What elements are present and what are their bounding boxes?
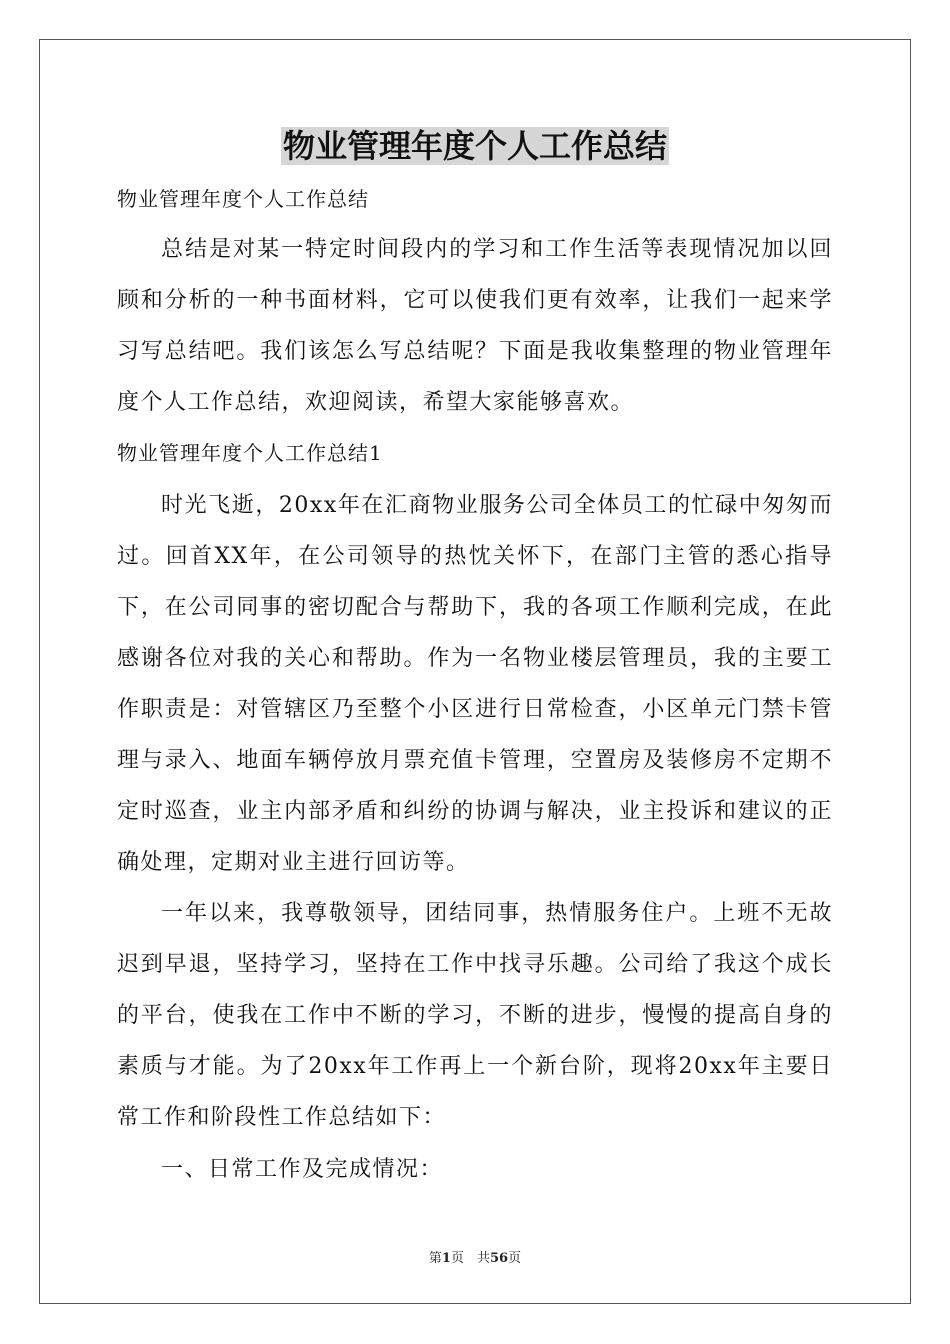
footer-page-total: 56 — [489, 1251, 509, 1266]
body-paragraph: 时光飞逝，20xx年在汇商物业服务公司全体员工的忙碌中匆匆而过。回首XX年，在公司领导的热忱关怀下，在部门主管的悉心指导下，在公司同事的密切配合与帮助下，我的各项工作顺利完成，在此感谢各位对我的关心和帮助。作为一名物业楼层管理员，我的主要工作职责是：对管辖区乃至整个小区进行日常检查，小区单元门禁卡管理与录入、地面车辆停放月票充值卡管理，空置房及装修房不定期不定时巡查，业主内部矛盾和纠纷的协调与解决，业主投诉和建议的正确处理，定期对业主进行回访等。 — [117, 493, 833, 875]
document-subtitle: 物业管理年度个人工作总结 — [117, 187, 369, 211]
page-footer — [0, 1247, 950, 1266]
intro-paragraph: 总结是对某一特定时间段内的学习和工作生活等表现情况加以回顾和分析的一种书面材料，它可以使我们更有效率，让我们一起来学习写总结吧。我们该怎么写总结呢？下面是我收集整理的物业管理年度个人工作总结，欢迎阅读，希望大家能够喜欢。 — [117, 237, 833, 415]
body-paragraph: 一年以来，我尊敬领导，团结同事，热情服务住户。上班不无故迟到早退，坚持学习，坚持在工作中找寻乐趣。公司给了我这个成长的平台，使我在工作中不断的学习，不断的进步，慢慢的提高自身的素质与才能。为了20xx年工作再上一个新台阶，现将20xx年主要日常工作和阶段性工作总结如下： — [117, 901, 833, 1130]
footer-page-number: 1 — [441, 1251, 451, 1266]
document-title: 物业管理年度个人工作总结 — [282, 127, 667, 165]
document-body — [117, 118, 833, 1196]
section-heading: 物业管理年度个人工作总结1 — [117, 441, 383, 465]
list-heading: 一、日常工作及完成情况： — [161, 1157, 444, 1182]
footer-suffix: 页 — [508, 1251, 522, 1266]
footer-prefix: 第 — [428, 1251, 442, 1266]
footer-mid: 页 共 — [450, 1251, 490, 1266]
